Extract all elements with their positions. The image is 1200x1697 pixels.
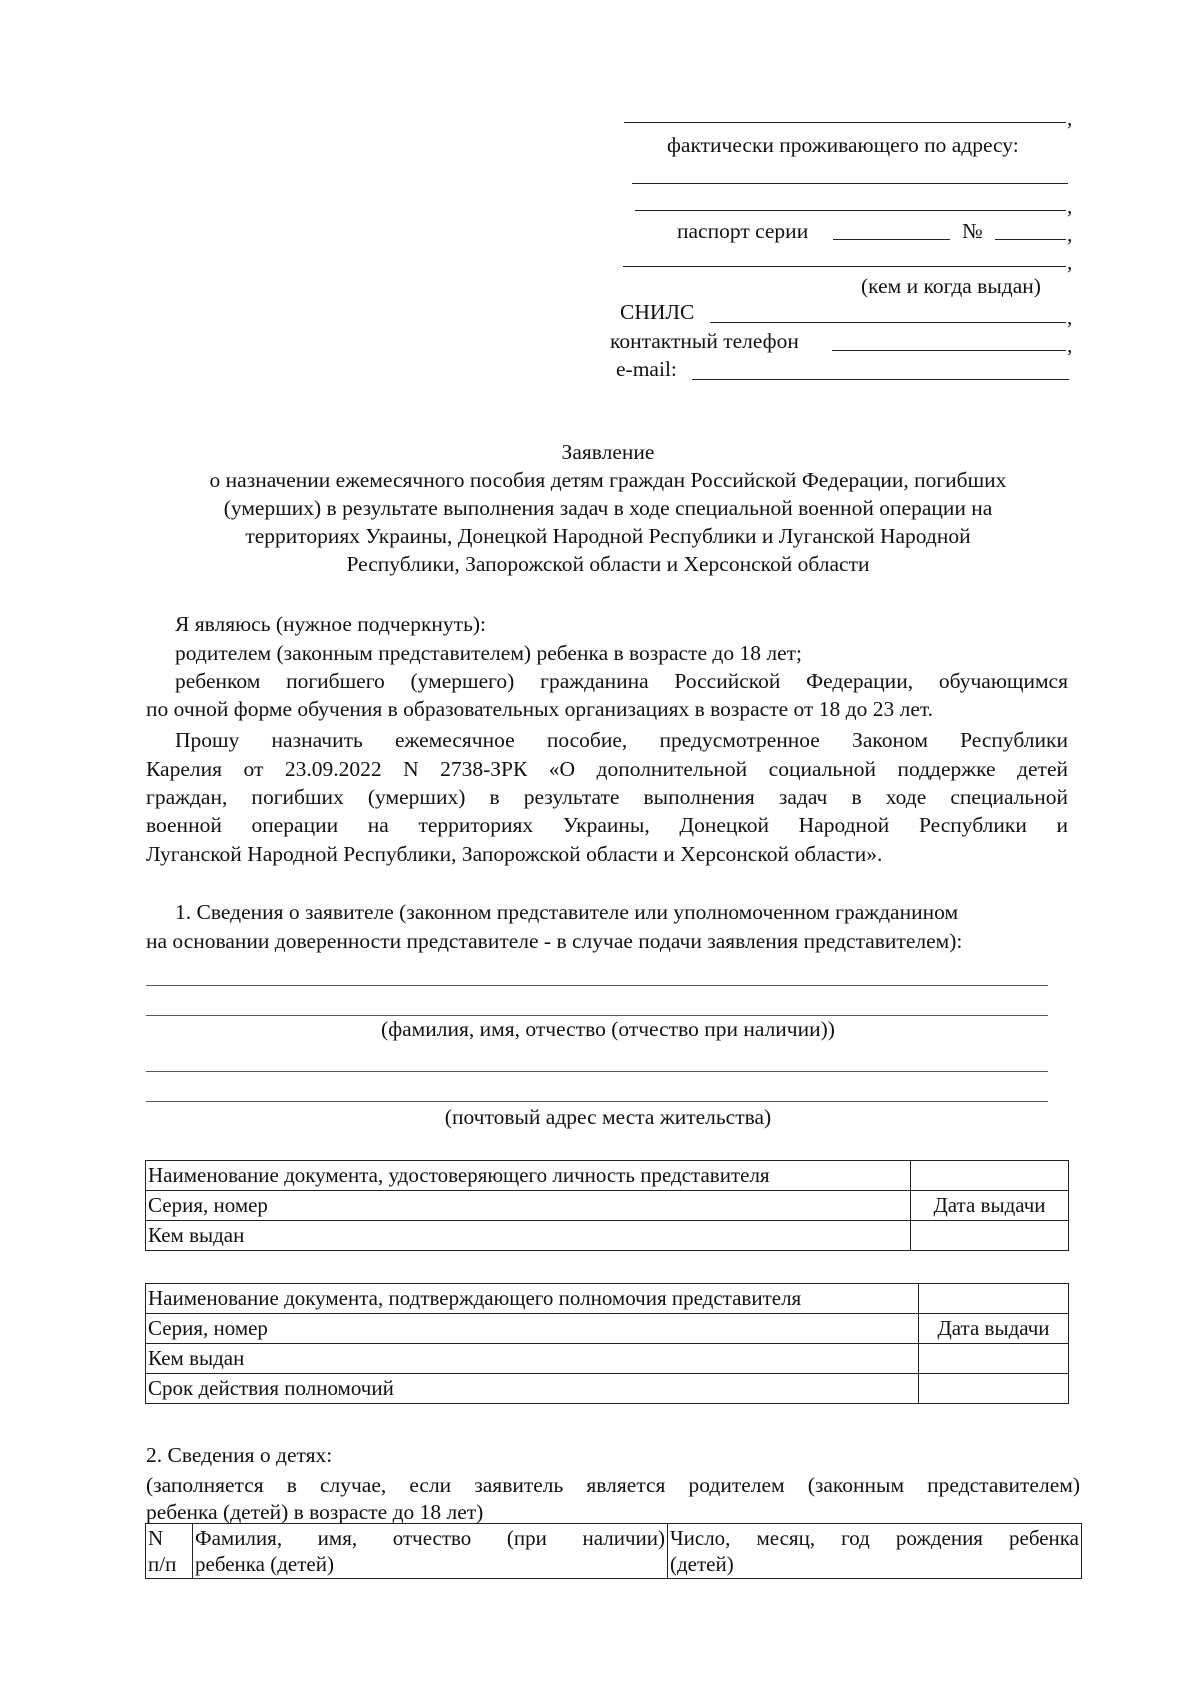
table-row — [146, 1344, 1069, 1374]
cell-label: Наименование документа, удостоверяющего личность представителя — [148, 1163, 770, 1187]
passport-series-label: паспорт серии — [677, 219, 809, 243]
table-cell[interactable] — [146, 1344, 919, 1374]
cell-label: Серия, номер — [148, 1193, 268, 1217]
col-fio-label: Фамилия, имя, отчество (при наличии) — [195, 1526, 665, 1550]
cell-label: Кем выдан — [148, 1346, 245, 1370]
cell-label: Серия, номер — [148, 1316, 268, 1340]
phone-field — [832, 333, 1066, 351]
request-line: военной операции на территориях Украины, Донецкой Народной Республики и — [146, 813, 1068, 837]
authority-document-table — [145, 1283, 1069, 1404]
section1-heading: 1. Сведения о заявителе (законном представителе или уполномоченном гражданином — [175, 900, 959, 924]
table-cell[interactable] — [919, 1344, 1069, 1374]
line-comma: , — [1067, 194, 1073, 218]
snils-field — [710, 305, 1066, 323]
table-row — [146, 1314, 1069, 1344]
line-comma: , — [1067, 222, 1073, 246]
identity-document-table — [145, 1160, 1069, 1251]
fio-line-2 — [146, 1015, 1048, 1016]
table-cell[interactable] — [146, 1374, 919, 1404]
table-row — [146, 1191, 1069, 1221]
col-birthdate-label-cont: (детей) — [670, 1552, 734, 1576]
passport-issued-line — [623, 248, 1066, 267]
cell-label: Срок действия полномочий — [148, 1376, 394, 1400]
applicant-name-line — [624, 102, 1066, 123]
passport-number-field — [995, 222, 1066, 240]
title-line: (умерших) в результате выполнения задач в ходе специальной военной операции на — [223, 496, 993, 520]
col-number-label-cont: п/п — [148, 1552, 177, 1576]
cell-label: Наименование документа, подтверждающего полномочия представителя — [148, 1286, 802, 1310]
title-line: территориях Украины, Донецкой Народной Республики и Луганской Народной — [245, 524, 971, 548]
table-row — [146, 1161, 1069, 1191]
line-comma: , — [1067, 305, 1073, 329]
col-fio-label-cont: ребенка (детей) — [195, 1552, 334, 1576]
table-header-cell — [668, 1524, 1082, 1579]
title-line: о назначении ежемесячного пособия детям граждан Российской Федерации, погибших — [209, 468, 1007, 492]
title-line: Республики, Запорожской области и Херсонской области — [346, 552, 870, 576]
table-cell — [146, 1161, 911, 1191]
section1-heading-cont: на основании доверенности представителе - в случае подачи заявления представителем): — [146, 929, 963, 953]
issued-hint: (кем и когда выдан) — [861, 274, 1041, 298]
email-label: e-mail: — [616, 357, 677, 381]
col-birthdate-label: Число, месяц, год рождения ребенка — [670, 1526, 1079, 1550]
cell-label: Дата выдачи — [937, 1316, 1050, 1340]
email-field — [692, 362, 1069, 380]
passport-number-label: № — [962, 219, 983, 243]
status-intro: Я являюсь (нужное подчеркнуть): — [175, 612, 487, 636]
table-cell[interactable] — [146, 1191, 911, 1221]
request-line: Прошу назначить ежемесячное пособие, предусмотренное Законом Республики — [175, 728, 1068, 752]
table-cell[interactable] — [919, 1374, 1069, 1404]
table-cell[interactable] — [919, 1284, 1069, 1314]
status-option-child-cont: по очной форме обучения в образовательных организациях в возрасте от 18 до 23 лет. — [146, 697, 934, 721]
resides-label: фактически проживающего по адресу: — [667, 133, 1019, 157]
table-cell[interactable] — [146, 1314, 919, 1344]
section2-note: (заполняется в случае, если заявитель является родителем (законным представителем) — [146, 1473, 1080, 1497]
line-comma: , — [1067, 250, 1073, 274]
line-comma: , — [1067, 106, 1073, 130]
table-row — [146, 1524, 1082, 1579]
table-row — [146, 1221, 1069, 1251]
passport-series-field — [833, 222, 950, 240]
document-title: Заявление — [561, 440, 655, 464]
table-cell — [146, 1284, 919, 1314]
address-hint: (почтовый адрес места жительства) — [444, 1105, 772, 1129]
table-cell[interactable] — [919, 1314, 1069, 1344]
section2-heading: 2. Сведения о детях: — [146, 1443, 333, 1467]
fio-hint: (фамилия, имя, отчество (отчество при наличии)) — [381, 1017, 835, 1041]
cell-label: Кем выдан — [148, 1223, 245, 1247]
table-row — [146, 1284, 1069, 1314]
address-line-1 — [146, 1071, 1048, 1072]
section2-note-cont: ребенка (детей) в возрасте до 18 лет) — [146, 1500, 484, 1524]
col-number-label: N — [148, 1526, 164, 1550]
children-table — [145, 1523, 1082, 1579]
fio-line-1 — [146, 985, 1048, 986]
table-cell[interactable] — [911, 1161, 1069, 1191]
table-cell[interactable] — [911, 1221, 1069, 1251]
request-line: Луганской Народной Республики, Запорожской области и Херсонской области». — [146, 842, 883, 866]
phone-label: контактный телефон — [610, 329, 799, 353]
address-line-2 — [635, 192, 1066, 211]
table-header-cell — [193, 1524, 668, 1579]
address-line-2 — [146, 1101, 1048, 1102]
table-header-cell — [146, 1524, 193, 1579]
table-cell[interactable] — [146, 1221, 911, 1251]
status-option-parent: родителем (законным представителем) ребенка в возрасте до 18 лет; — [175, 641, 802, 665]
cell-label: Дата выдачи — [933, 1193, 1046, 1217]
address-line-1 — [632, 164, 1068, 184]
request-line: граждан, погибших (умерших) в результате выполнения задач в ходе специальной — [146, 785, 1068, 809]
line-comma: , — [1067, 333, 1073, 357]
table-cell[interactable] — [911, 1191, 1069, 1221]
request-line: Карелия от 23.09.2022 N 2738-ЗРК «О дополнительной социальной поддержке детей — [146, 757, 1068, 781]
snils-label: СНИЛС — [620, 300, 695, 324]
table-row — [146, 1374, 1069, 1404]
status-option-child: ребенком погибшего (умершего) гражданина Российской Федерации, обучающимся — [175, 669, 1068, 693]
